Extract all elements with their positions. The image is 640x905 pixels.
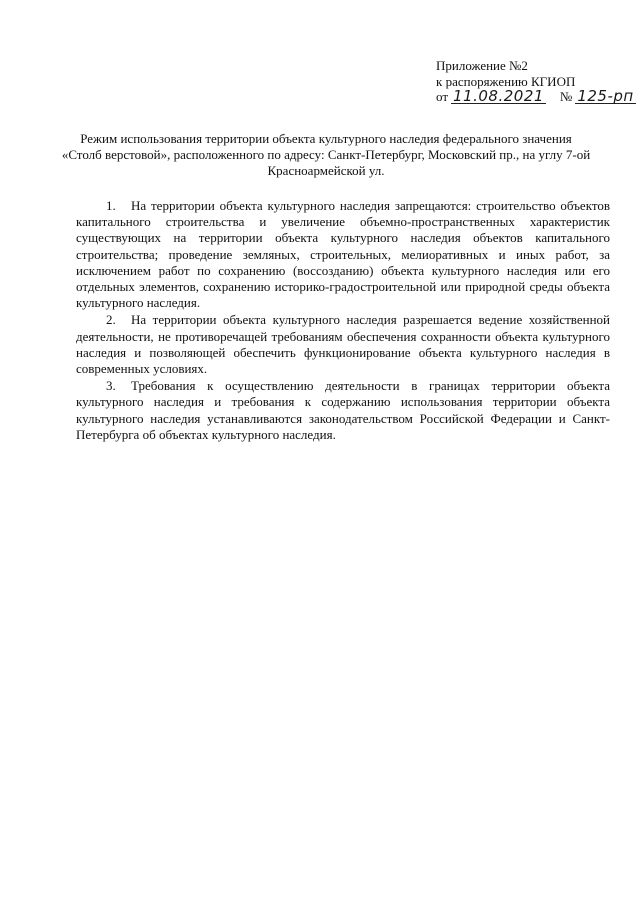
paragraph-text: На территории объекта культурного наследия запрещаются: строительство объектов капитального строительства и увеличение объемно-пространственных характеристик существующих на территории объекта культурного наследия объектов капитального строительства; проведение земляных, строительных, мелиоративных и иных работ, за исключением работ по сохранению (воссозданию) объекта культурного наследия или его отдельных элементов, сохранению историко-градостроительной или природной среды объекта культурного наследия. xyxy=(76,198,610,311)
appendix-header xyxy=(436,58,634,105)
number-prefix: № xyxy=(559,89,573,104)
appendix-date-number-line xyxy=(436,87,634,105)
date-prefix: от xyxy=(436,89,449,104)
document-body xyxy=(76,198,610,444)
paragraph-text: Требования к осуществлению деятельности в границах территории объекта культурного наследия и требования к содержанию использования территории объекта культурного наследия устанавливаются законодательством Российской Федерации и Санкт-Петербурга об объектах культурного наследия. xyxy=(76,378,610,442)
document-heading: Режим использования территории объекта культурного наследия федерального значения «Столб верстовой», расположенного по адресу: Санкт-Петербург, Московский пр., на углу 7-ой Красноармейской ул. xyxy=(61,131,591,178)
handwritten-number: 125-рп xyxy=(577,87,634,105)
paragraph-2 xyxy=(76,312,610,377)
handwritten-date: 11.08.2021 xyxy=(453,87,544,105)
paragraph-number: 1. xyxy=(106,198,116,213)
paragraph-3 xyxy=(76,378,610,443)
paragraph-number: 2. xyxy=(106,312,116,328)
paragraph-number: 3. xyxy=(106,378,116,394)
paragraph-text: На территории объекта культурного наследия разрешается ведение хозяйственной деятельности, не противоречащей требованиям обеспечения сохранности объекта культурного наследия и позволяющей обеспечить функционирование объекта культурного наследия в современных условиях. xyxy=(76,312,610,377)
paragraph-1 xyxy=(76,198,610,311)
appendix-title: Приложение №2 xyxy=(436,58,528,73)
appendix-order-reference: к распоряжению КГИОП xyxy=(436,73,576,89)
